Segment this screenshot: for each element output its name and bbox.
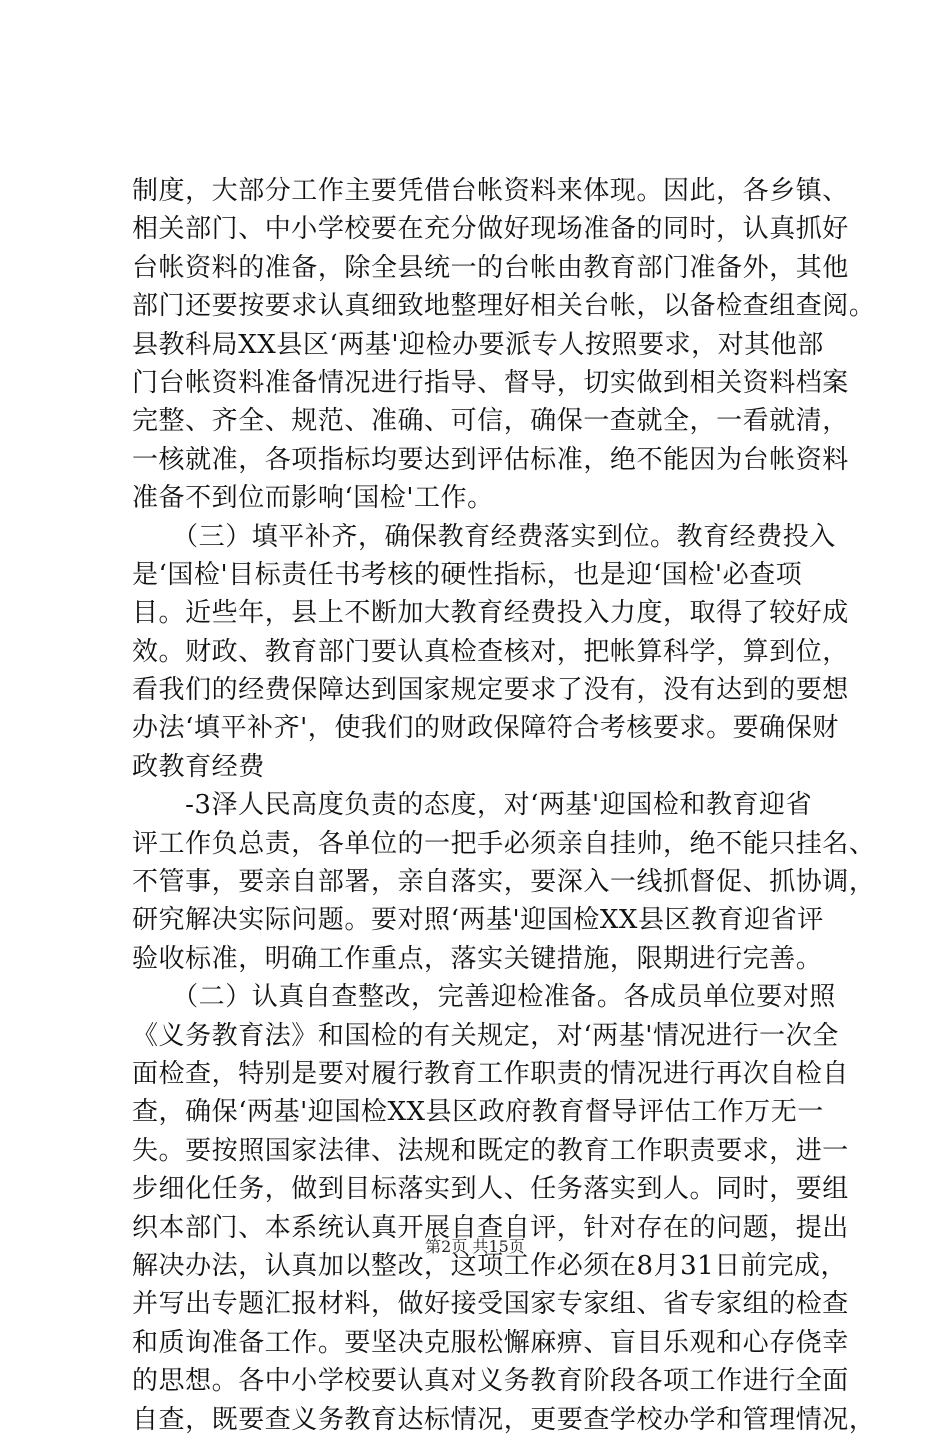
text-line: （三）填平补齐，确保教育经费落实到位。教育经费投入 (132, 521, 836, 552)
text-line: 面检查，特别是要对履行教育工作职责的情况进行再次自检自 (132, 1058, 849, 1089)
text-line: 一核就准，各项指标均要达到评估标准，绝不能因为台帐资料 (132, 444, 849, 475)
text-line: 办法‘填平补齐'，使我们的财政保障符合考核要求。要确保财 (132, 713, 839, 744)
text-line: 步细化任务，做到目标落实到人、任务落实到人。同时，要组 (132, 1174, 849, 1205)
text-line: 研究解决实际问题。要对照‘两基'迎国检XX县区教育迎省评 (132, 905, 824, 936)
text-line: 失。要按照国家法律、法规和既定的教育工作职责要求，进一 (132, 1135, 849, 1166)
page-number-footer: 第2页 共15页 (425, 1237, 525, 1256)
text-line: 完整、齐全、规范、准确、可信，确保一查就全，一看就清， (132, 406, 849, 437)
text-line: 《义务教育法》和国检的有关规定，对‘两基'情况进行一次全 (132, 1020, 839, 1051)
text-line: （二）认真自查整改，完善迎检准备。各成员单位要对照 (132, 982, 836, 1013)
text-line: 和质询准备工作。要坚决克服松懈麻痹、盲目乐观和心存侥幸 (132, 1327, 849, 1358)
text-line: 织本部门、本系统认真开展自查自评，针对存在的问题，提出 (132, 1212, 849, 1243)
text-line: 县教科局XX县区‘两基'迎检办要派专人按照要求，对其他部 (132, 329, 824, 360)
text-line: 自查，既要查义务教育达标情况，更要查学校办学和管理情况， (132, 1404, 876, 1435)
text-line: 制度，大部分工作主要凭借台帐资料来体现。因此，各乡镇、 (132, 176, 849, 206)
text-line: 准备不到位而影响‘国检'工作。 (132, 483, 494, 514)
text-line: 台帐资料的准备，除全县统一的台帐由教育部门准备外，其他 (132, 252, 849, 283)
text-line: 看我们的经费保障达到国家规定要求了没有，没有达到的要想 (132, 675, 849, 706)
text-line: 是‘国检'目标责任书考核的硬性指标，也是迎‘国检'必查项 (132, 559, 803, 590)
text-line: 门台帐资料准备情况进行指导、督导，切实做到相关资料档案 (132, 367, 849, 398)
text-line: 的思想。各中小学校要认真对义务教育阶段各项工作进行全面 (132, 1366, 849, 1397)
text-line: 验收标准，明确工作重点，落实关键措施，限期进行完善。 (132, 943, 823, 974)
text-line: -3泽人民高度负责的态度，对‘两基'迎国检和教育迎省 (132, 790, 813, 821)
text-line: 政教育经费 (132, 751, 265, 782)
text-line: 目。近些年，县上不断加大教育经费投入力度，取得了较好成 (132, 598, 849, 629)
text-line: 效。财政、教育部门要认真检查核对，把帐算科学，算到位， (132, 636, 849, 667)
text-line: 部门还要按要求认真细致地整理好相关台帐，以备检查组查阅。 (132, 291, 876, 322)
text-line: 评工作负总责，各单位的一把手必须亲自挂帅，绝不能只挂名、 (132, 828, 876, 859)
text-line: 不管事，要亲自部署，亲自落实，要深入一线抓督促、抓协调， (132, 867, 876, 898)
text-line: 相关部门、中小学校要在充分做好现场准备的同时，认真抓好 (132, 214, 849, 245)
text-line: 查，确保‘两基'迎国检XX县区政府教育督导评估工作万无一 (132, 1097, 824, 1128)
text-line: 解决办法，认真加以整改，这项工作必须在8月31日前完成， (132, 1250, 848, 1281)
text-line: 并写出专题汇报材料，做好接受国家专家组、省专家组的检查 (132, 1289, 849, 1320)
